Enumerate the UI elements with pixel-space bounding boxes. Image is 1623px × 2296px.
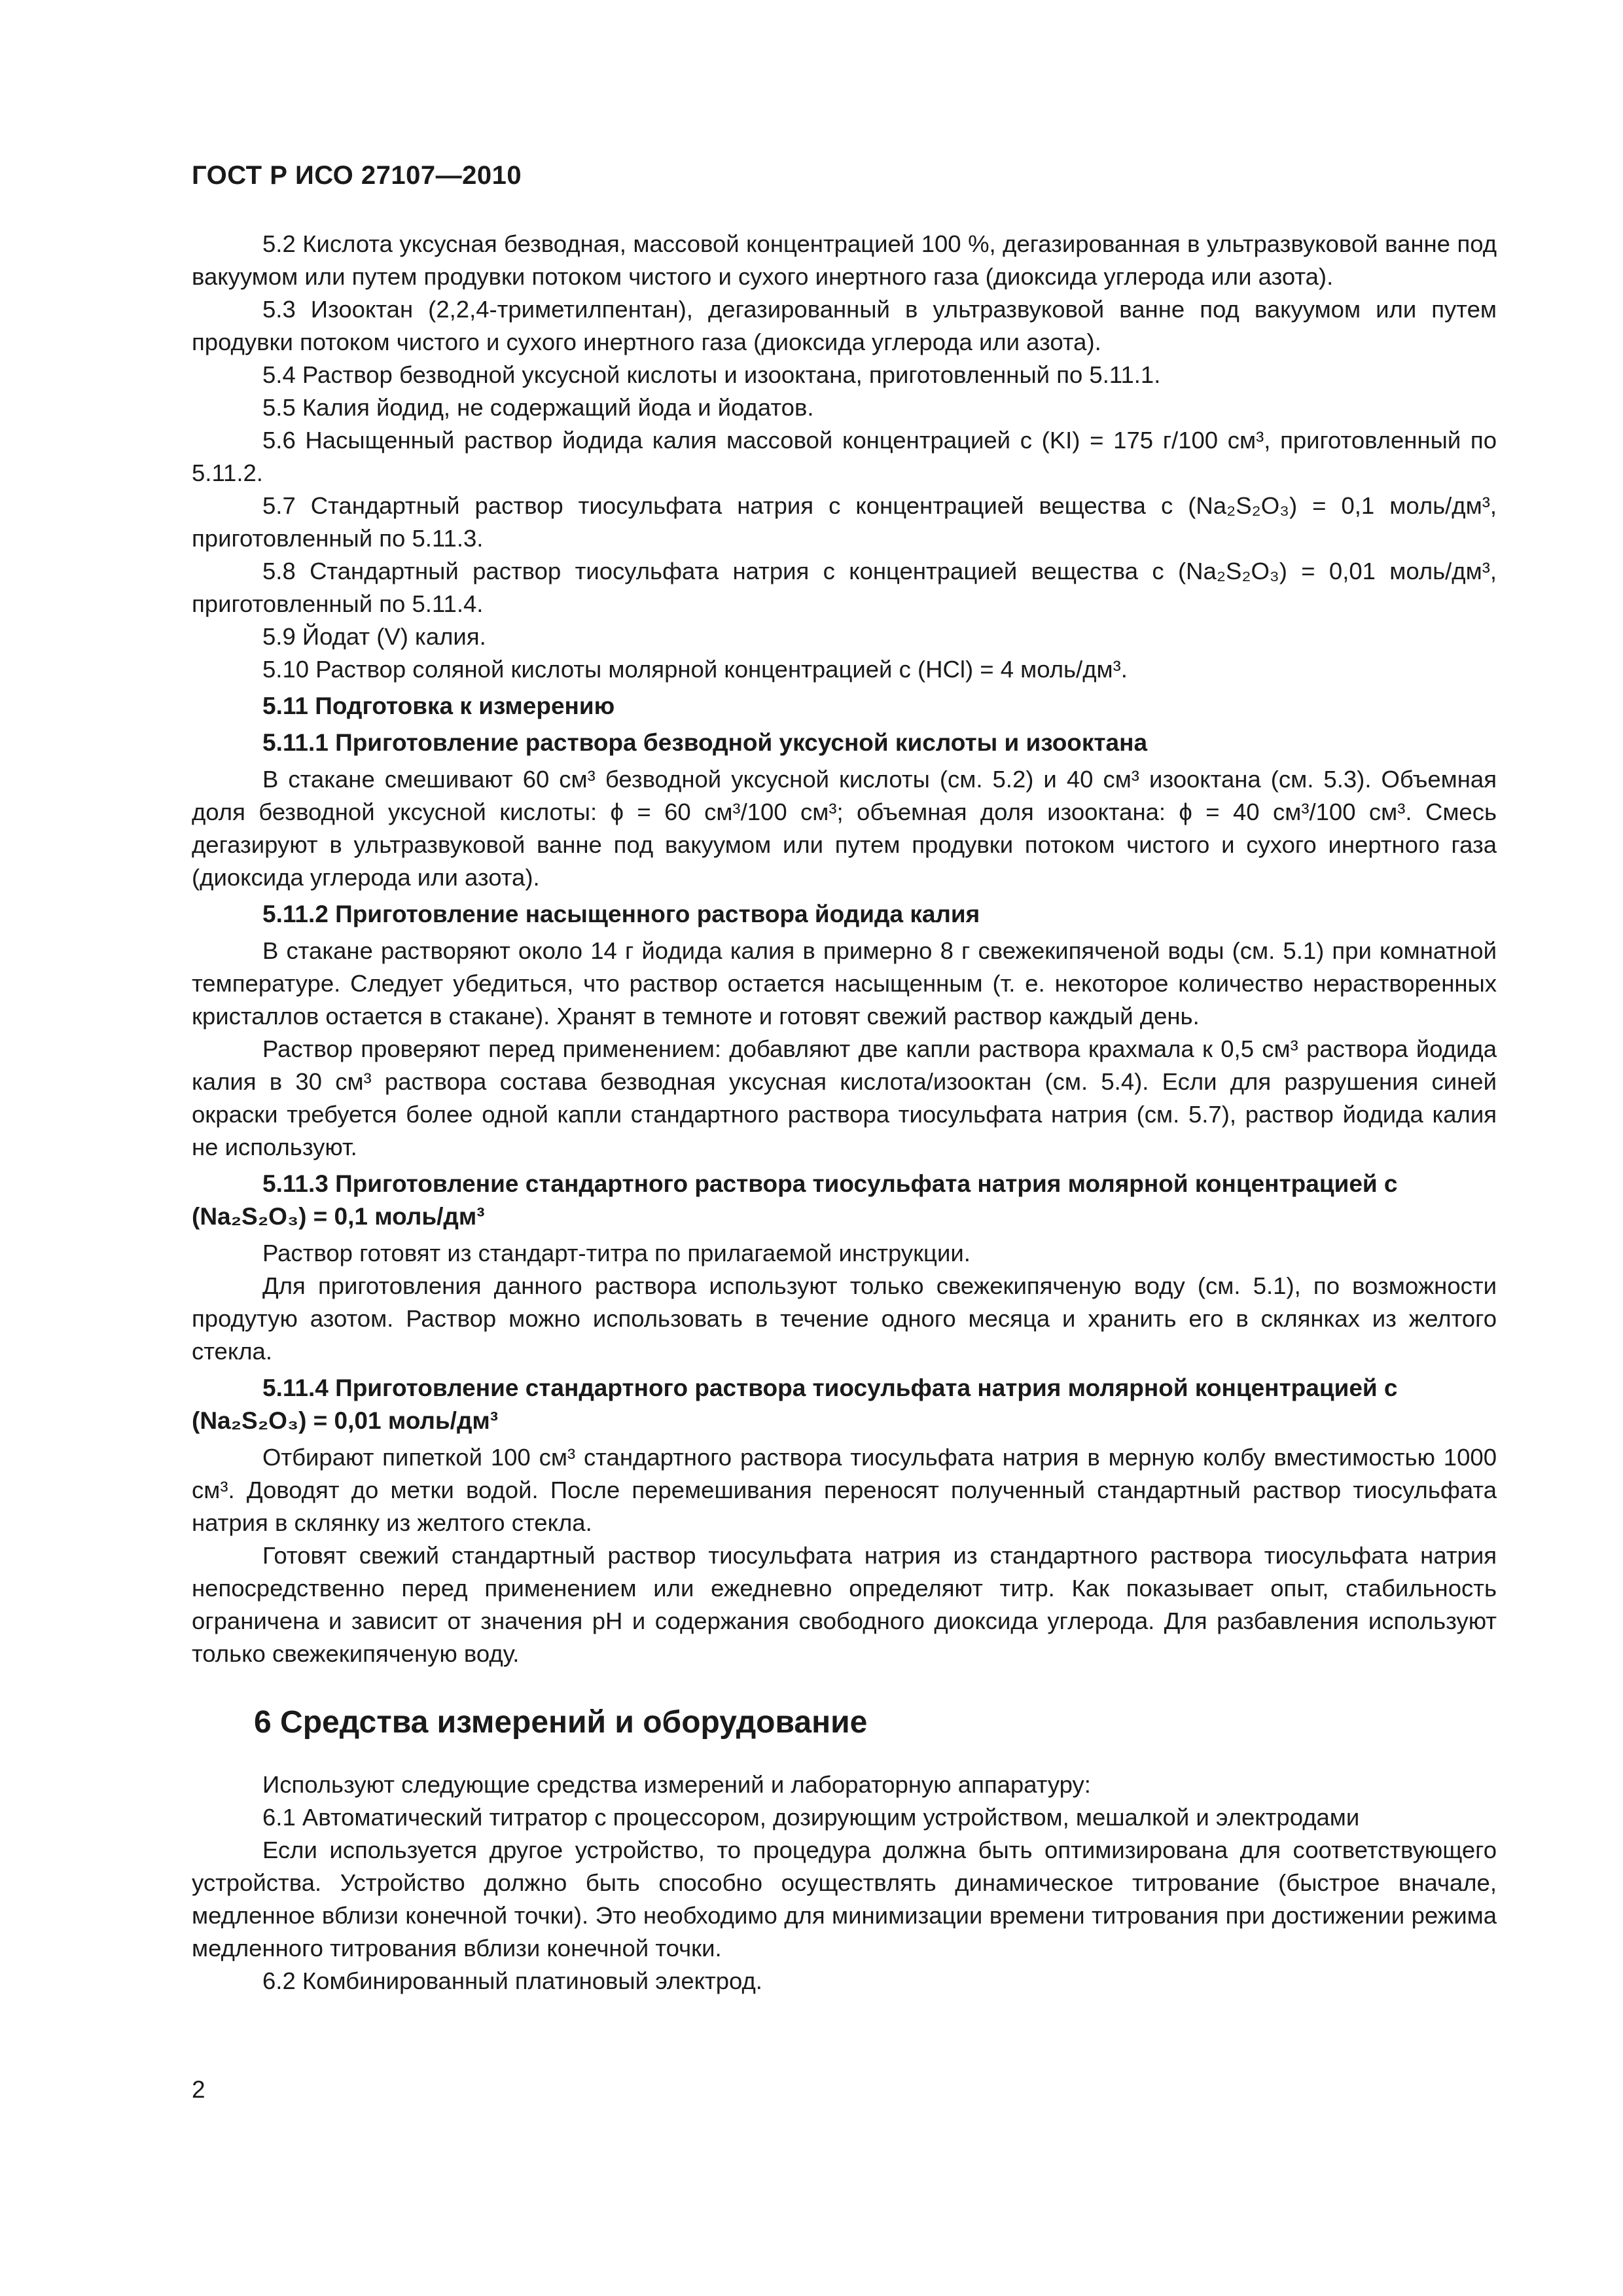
paragraph-5-4: 5.4 Раствор безводной уксусной кислоты и изооктана, приготовленный по 5.11.1.: [262, 361, 1161, 388]
section-heading-5-11-1: 5.11.1 Приготовление раствора безводной уксусной кислоты и изооктана: [262, 729, 1148, 756]
paragraph-5-11-2-b: Раствор проверяют перед применением: добавляют две капли раствора крахмала к 0,5 см³ раствора йодида калия в 30 см³ раствора состава безводная уксусная кислота/изооктан (см. 5.4). Если для разрушения синей окраски требуется более одной капли стандартного раствора тиосульфата натрия (см. 5.7), раствор йодида калия не используют.: [192, 1035, 1497, 1160]
section-heading-5-11: 5.11 Подготовка к измерению: [262, 692, 615, 719]
paragraph-5-9: 5.9 Йодат (V) калия.: [262, 623, 486, 650]
paragraph-5-11-1: В стакане смешивают 60 см³ безводной уксусной кислоты (см. 5.2) и 40 см³ изооктана (см. 5.3). Объемная доля безводной уксусной кислоты: ϕ = 60 см³/100 см³; объемная доля изооктана: ϕ = 40 см³/100 см³. Смесь дегазируют в ультразвуковой ванне под вакуумом или путем продувки потоком чистого и сухого инертного газа (диоксида углерода или азота).: [192, 766, 1497, 891]
page-number: 2: [192, 2076, 205, 2103]
paragraph-5-11-3-b: Для приготовления данного раствора используют только свежекипяченую воду (см. 5.1), по возможности продутую азотом. Раствор можно использовать в течение одного месяца и хранить его в склянках из желтого стекла.: [192, 1272, 1497, 1365]
paragraph-5-11-4-b: Готовят свежий стандартный раствор тиосульфата натрия из стандартного раствора тиосульфата натрия непосредственно перед применением или ежедневно определяют титр. Как показывает опыт, стабильность ограничена и зависит от значения pH и содержания свободного диоксида углерода. Для разбавления используют только свежекипяченую воду.: [192, 1542, 1497, 1667]
paragraph-5-6: 5.6 Насыщенный раствор йодида калия массовой концентрацией c (KI) = 175 г/100 см³, приготовленный по 5.11.2.: [192, 427, 1497, 486]
paragraph-6-1: 6.1 Автоматический титратор с процессором, дозирующим устройством, мешалкой и электродами: [262, 1804, 1360, 1831]
paragraph-5-11-4-a: Отбирают пипеткой 100 см³ стандартного раствора тиосульфата натрия в мерную колбу вместимостью 1000 см³. Доводят до метки водой. После перемешивания переносят полученный стандартный раствор тиосульфата натрия в склянку из желтого стекла.: [192, 1444, 1497, 1536]
paragraph-5-7: 5.7 Стандартный раствор тиосульфата натрия с концентрацией вещества c (Na₂S₂O₃) = 0,1 моль/дм³, приготовленный по 5.11.3.: [192, 492, 1497, 552]
section-heading-5-11-4: 5.11.4 Приготовление стандартного раствора тиосульфата натрия молярной концентрацией c (Na₂S₂O₃) = 0,01 моль/дм³: [192, 1374, 1398, 1434]
paragraph-5-8: 5.8 Стандартный раствор тиосульфата натрия с концентрацией вещества c (Na₂S₂O₃) = 0,01 моль/дм³, приготовленный по 5.11.4.: [192, 558, 1497, 617]
paragraph-5-2: 5.2 Кислота уксусная безводная, массовой концентрацией 100 %, дегазированная в ультразвуковой ванне под вакуумом или путем продувки потоком чистого и сухого инертного газа (диоксида углерода или азота).: [192, 230, 1497, 290]
paragraph-5-3: 5.3 Изооктан (2,2,4-триметилпентан), дегазированный в ультразвуковой ванне под вакуумом или путем продувки потоком чистого и сухого инертного газа (диоксида углерода или азота).: [192, 296, 1497, 355]
paragraph-5-5: 5.5 Калия йодид, не содержащий йода и йодатов.: [262, 394, 814, 421]
section-heading-5-11-2: 5.11.2 Приготовление насыщенного раствора йодида калия: [262, 901, 980, 927]
paragraph-5-10: 5.10 Раствор соляной кислоты молярной концентрацией c (HCl) = 4 моль/дм³.: [262, 656, 1128, 683]
paragraph-6-2: 6.2 Комбинированный платиновый электрод.: [262, 1967, 762, 1994]
paragraph-5-11-2-a: В стакане растворяют около 14 г йодида калия в примерно 8 г свежекипяченой воды (см. 5.1) при комнатной температуре. Следует убедиться, что раствор остается насыщенным (т. е. некоторое количество нерастворенных кристаллов остается в стакане). Хранят в темноте и готовят свежий раствор каждый день.: [192, 937, 1497, 1030]
paragraph-6-1-b: Если используется другое устройство, то процедура должна быть оптимизирована для соответствующего устройства. Устройство должно быть способно осуществлять динамическое титрование (быстрое вначале, медленное вблизи конечной точки). Это необходимо для минимизации времени титрования при достижении режима медленного титрования вблизи конечной точки.: [192, 1837, 1497, 1962]
section-heading-6: 6 Средства измерений и оборудование: [254, 1705, 868, 1740]
paragraph-6-intro: Используют следующие средства измерений и лабораторную аппаратуру:: [262, 1771, 1091, 1798]
paragraph-5-11-3-a: Раствор готовят из стандарт-титра по прилагаемой инструкции.: [262, 1240, 971, 1266]
section-heading-5-11-3: 5.11.3 Приготовление стандартного раствора тиосульфата натрия молярной концентрацией c (Na₂S₂O₃) = 0,1 моль/дм³: [192, 1170, 1398, 1230]
document-body: [192, 228, 1497, 1998]
document-header: ГОСТ Р ИСО 27107—2010: [192, 161, 522, 190]
